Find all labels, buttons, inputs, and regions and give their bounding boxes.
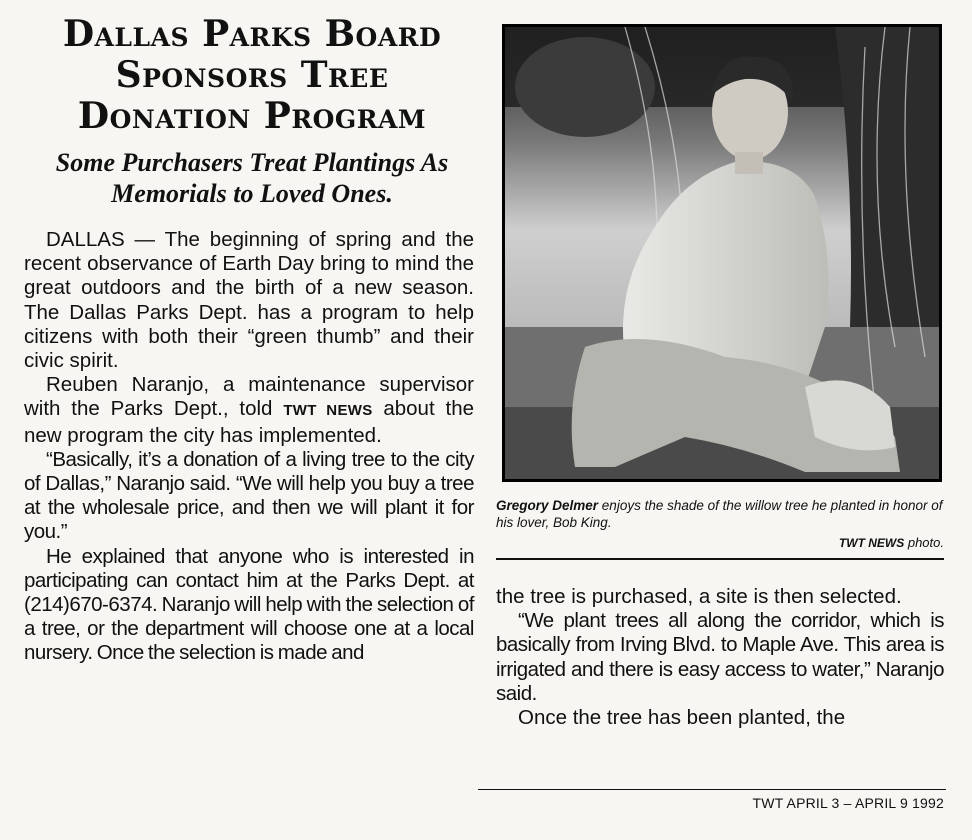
caption-text: enjoys the shade of the willow tree he planted in honor of his lover, Bob King. xyxy=(496,498,943,530)
paragraph-contact: He explained that anyone who is interested in participating can contact him at the Parks Dept. at (214)670-6374. Naranjo will help with the selection of a tree, or the department will choose one at a local nursery. Once the selection is made and xyxy=(24,544,474,665)
article-column-left xyxy=(24,228,474,666)
credit-paper-name: TWT NEWS xyxy=(838,536,905,550)
paragraph-corridor-quote: “We plant trees all along the corridor, which is basically from Irving Blvd. to Maple Ave. This area is irrigated and there is easy access to water,” Naranjo said. xyxy=(496,609,944,705)
caption-person-name: Gregory Delmer xyxy=(496,498,599,513)
photo-illustration xyxy=(505,27,939,479)
paragraph-site-selection: the tree is purchased, a site is then selected. xyxy=(496,585,902,608)
article-column-right xyxy=(496,585,944,730)
paper-name-inline: TWT NEWS xyxy=(283,402,373,420)
photo-credit xyxy=(496,535,944,550)
paragraph-quote-donation: “Basically, it’s a donation of a living tree to the city of Dallas,” Naranjo said. “We will help you buy a tree at the wholesale price, and then we will plant it for you.” xyxy=(24,447,474,544)
headline: Dallas Parks Board Sponsors Tree Donation Program xyxy=(62,13,442,137)
paragraph-naranjo-text-a: Reuben Naranjo, a maintenance supervisor with the Parks Dept., told xyxy=(24,373,474,421)
issue-footer: TWT APRIL 3 – APRIL 9 1992 xyxy=(752,795,944,811)
photo-caption xyxy=(496,497,944,531)
footer-divider xyxy=(478,789,946,790)
caption-divider xyxy=(496,558,944,560)
credit-suffix: photo. xyxy=(904,535,944,550)
paragraph-intro: DALLAS — The beginning of spring and the recent observance of Earth Day bring to mind the great outdoors and the birth of a new season. The Dallas Parks Dept. has a program to help citizens with both their “green thumb” and their civic spirit. xyxy=(24,228,474,373)
paragraph-planted: Once the tree has been planted, the xyxy=(518,706,846,730)
paragraph-naranjo-text-b: about the new program the city has implemented. xyxy=(24,397,474,447)
subheadline: Some Purchasers Treat Plantings As Memorials to Loved Ones. xyxy=(55,148,449,208)
photo-gregory-delmer xyxy=(502,24,942,482)
paragraph-naranjo xyxy=(24,373,474,448)
